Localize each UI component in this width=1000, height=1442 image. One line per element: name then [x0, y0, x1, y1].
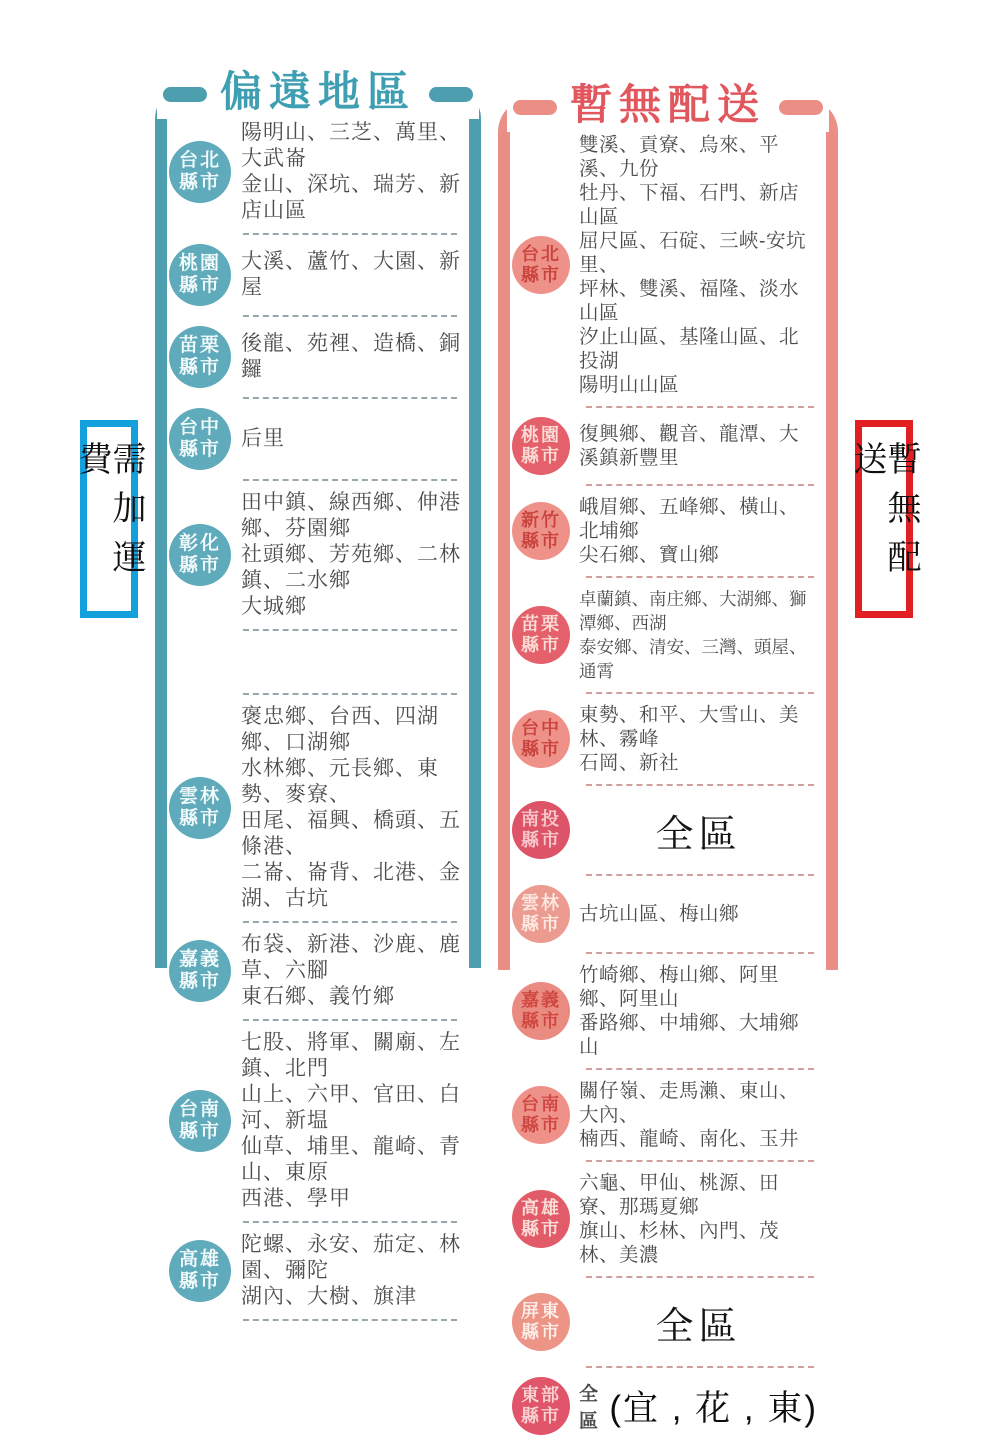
county-badge-text: 高雄 — [178, 1249, 221, 1271]
district-line: 屈尺區、石碇、三峽-安坑里、 — [579, 230, 806, 276]
county-badge — [169, 244, 231, 306]
county-badge-text: 縣市 — [178, 439, 221, 460]
county-badge — [169, 1240, 231, 1302]
district-line: 古坑山區、梅山鄉 — [579, 903, 740, 925]
region-row — [512, 1280, 818, 1364]
dashed-separator — [243, 1019, 457, 1021]
district-line: 東勢、和平、大雪山、美林、霧峰 — [579, 704, 800, 750]
dashed-separator — [243, 315, 457, 317]
county-badge-text: 縣市 — [178, 1121, 221, 1142]
remote-areas-row-list — [167, 97, 469, 1321]
county-badge-text: 台南 — [178, 1099, 221, 1121]
empty-row — [169, 633, 461, 691]
district-line: 湖內、大樹、旗津 — [241, 1285, 417, 1308]
county-badge-text: 苗栗 — [178, 335, 221, 357]
district-list — [241, 331, 461, 383]
region-row — [512, 696, 818, 782]
dashed-separator — [243, 1319, 457, 1321]
county-badge — [512, 710, 570, 768]
district-list — [241, 426, 461, 452]
all-districts-text: 全區 — [655, 813, 742, 856]
region-row — [169, 401, 461, 477]
district-line: 尖石鄉、寶山鄉 — [579, 544, 720, 566]
county-badge-text: 縣市 — [521, 1219, 561, 1239]
district-line: 坪林、雙溪、福隆、淡水山區 — [579, 278, 800, 324]
county-badge-text: 南投 — [521, 809, 561, 830]
district-line: 牡丹、下福、石門、新店山區 — [579, 182, 800, 228]
county-badge-text: 嘉義 — [178, 949, 221, 971]
all-districts-text: 全區 — [655, 1305, 742, 1348]
no-delivery-panel — [498, 81, 838, 1432]
county-badge-text: 縣市 — [521, 446, 561, 466]
county-badge-text: 雲林 — [178, 786, 221, 808]
dashed-separator — [586, 1160, 814, 1162]
county-badge — [169, 1090, 231, 1152]
district-line: 山上、六甲、官田、白河、新塭 — [241, 1083, 461, 1132]
extra-shipping-fee-label — [73, 420, 145, 618]
dashed-separator — [586, 952, 814, 954]
county-badge-text: 桃園 — [178, 253, 221, 275]
dashed-separator — [586, 1366, 814, 1368]
region-row — [169, 697, 461, 919]
district-line: 金山、深坑、瑞芳、新店山區 — [241, 173, 461, 222]
dashed-separator — [586, 484, 814, 486]
district-list — [241, 1232, 461, 1310]
county-badge-text: 彰化 — [178, 533, 221, 555]
county-badge-text: 縣市 — [178, 1271, 221, 1292]
district-list — [579, 703, 818, 775]
county-badge — [512, 801, 570, 859]
no-delivery-row-list — [510, 110, 826, 1442]
district-list — [579, 422, 818, 470]
district-list — [579, 902, 818, 926]
county-badge-text: 縣市 — [521, 1011, 561, 1031]
district-list — [241, 490, 461, 620]
district-list — [241, 704, 461, 912]
title-bar-left-icon — [513, 100, 557, 115]
region-row — [169, 237, 461, 313]
district-line: 東石鄉、義竹鄉 — [241, 985, 395, 1008]
district-line: 陀螺、永安、茄定、林園、彌陀 — [241, 1233, 461, 1282]
county-badge-text: 縣市 — [178, 971, 221, 992]
region-row — [169, 319, 461, 395]
county-badge-text: 屏東 — [521, 1301, 561, 1322]
no-delivery-side-text: 暫無配送 — [848, 441, 920, 588]
county-badge — [512, 417, 570, 475]
district-line: 卓蘭鎮、南庄鄉、大湖鄉、獅潭鄉、西湖 — [579, 589, 807, 633]
dashed-separator — [243, 921, 457, 923]
district-line: 褒忠鄉、台西、四湖鄉、口湖鄉 — [241, 705, 439, 754]
county-badge-text: 縣市 — [521, 830, 561, 850]
county-badge — [169, 141, 231, 203]
panel-title-text: 偏遠地區 — [219, 68, 417, 115]
county-badge-text: 縣市 — [521, 914, 561, 934]
region-row — [169, 483, 461, 627]
district-line: 田中鎮、線西鄉、伸港鄉、芬園鄉 — [241, 491, 461, 540]
county-badge — [169, 408, 231, 470]
district-line: 石岡、新社 — [579, 752, 680, 774]
extra-shipping-fee-text: 需加運費 — [73, 441, 145, 588]
district-line: 社頭鄉、芳苑鄉、二林鎮、二水鄉 — [241, 543, 461, 592]
region-abbreviations-text: (宜 , 花 , 東) — [609, 1389, 818, 1428]
dashed-separator — [586, 692, 814, 694]
county-badge-text: 嘉義 — [521, 990, 561, 1011]
no-delivery-title — [507, 72, 829, 132]
county-badge-text: 台北 — [178, 150, 221, 172]
district-list — [241, 249, 461, 301]
county-badge-text: 台北 — [521, 244, 561, 265]
district-line: 泰安鄉、清安、三灣、頭屋、通霄 — [579, 637, 807, 681]
district-line: 關仔嶺、走馬瀨、東山、大內、 — [579, 1080, 800, 1126]
county-badge-text: 縣市 — [178, 275, 221, 296]
region-row — [512, 878, 818, 950]
region-row — [512, 410, 818, 482]
county-badge — [512, 502, 570, 560]
district-line: 汐止山區、基隆山區、北投湖 — [579, 326, 800, 372]
district-line: 峨眉鄉、五峰鄉、橫山、北埔鄉 — [579, 496, 800, 542]
region-row — [169, 1225, 461, 1317]
district-line: 六龜、甲仙、桃源、田寮、那瑪夏鄉 — [579, 1172, 780, 1218]
region-row — [169, 925, 461, 1017]
county-badge-text: 縣市 — [521, 1406, 561, 1426]
county-badge-text: 縣市 — [521, 1115, 561, 1135]
district-line: 陽明山山區 — [579, 374, 680, 396]
region-row — [512, 1370, 818, 1442]
region-row — [512, 1072, 818, 1158]
county-badge-text: 縣市 — [178, 808, 221, 829]
county-badge-text: 高雄 — [521, 1198, 561, 1219]
county-badge-text: 台中 — [178, 417, 221, 439]
county-badge-text: 縣市 — [178, 555, 221, 576]
remote-areas-panel — [155, 68, 481, 1308]
dashed-separator — [243, 397, 457, 399]
dashed-separator — [586, 1276, 814, 1278]
dashed-separator — [586, 874, 814, 876]
district-list — [579, 1171, 818, 1267]
no-delivery-side-label — [848, 420, 920, 618]
panel-title-text: 暫無配送 — [569, 81, 767, 128]
county-badge-text: 縣市 — [521, 739, 561, 759]
district-list — [579, 587, 818, 683]
county-badge-text: 新竹 — [521, 510, 561, 531]
dashed-separator — [586, 1068, 814, 1070]
county-badge-text: 雲林 — [521, 893, 561, 914]
district-line: 水林鄉、元長鄉、東勢、麥寮、 — [241, 757, 439, 806]
county-badge — [512, 1086, 570, 1144]
county-badge-text: 苗栗 — [521, 614, 561, 635]
district-line: 大城鄉 — [241, 595, 307, 618]
district-line: 西港、學甲 — [241, 1187, 351, 1210]
dashed-separator — [243, 693, 457, 695]
district-line: 后里 — [241, 427, 285, 450]
county-badge — [512, 1293, 570, 1351]
dashed-separator — [243, 479, 457, 481]
county-badge — [512, 1377, 570, 1435]
county-badge-text: 台南 — [521, 1094, 561, 1115]
county-badge-text: 縣市 — [521, 265, 561, 285]
title-bar-left-icon — [163, 87, 207, 102]
dashed-separator — [243, 1221, 457, 1223]
district-line: 七股、將軍、關廟、左鎮、北門 — [241, 1031, 461, 1080]
district-line: 布袋、新港、沙鹿、鹿草、六腳 — [241, 933, 461, 982]
county-badge — [169, 326, 231, 388]
county-badge — [512, 885, 570, 943]
county-badge-text: 縣市 — [178, 357, 221, 378]
district-line: 楠西、龍崎、南化、玉井 — [579, 1128, 800, 1150]
district-list — [579, 1379, 818, 1433]
district-line: 後龍、苑裡、造橋、銅鑼 — [241, 332, 461, 381]
district-line: 復興鄉、觀音、龍潭、大溪鎮新豐里 — [579, 423, 800, 469]
county-badge-text: 縣市 — [178, 172, 221, 193]
district-list — [579, 495, 818, 567]
all-districts-prefix: 全區 — [579, 1384, 600, 1432]
district-line: 番路鄉、中埔鄉、大埔鄉山 — [579, 1012, 800, 1058]
region-row — [169, 113, 461, 231]
district-list — [579, 1079, 818, 1151]
county-badge-text: 東部 — [521, 1385, 561, 1406]
county-badge — [512, 606, 570, 664]
district-line: 二崙、崙背、北港、金湖、古坑 — [241, 861, 461, 910]
district-line: 旗山、杉林、內門、茂林、美濃 — [579, 1220, 780, 1266]
region-row — [512, 126, 818, 404]
county-badge-text: 縣市 — [521, 635, 561, 655]
district-list — [579, 133, 818, 397]
district-list — [241, 1030, 461, 1212]
title-bar-right-icon — [429, 87, 473, 102]
region-row — [512, 580, 818, 690]
district-list — [241, 932, 461, 1010]
district-line: 仙草、埔里、龍崎、青山、東原 — [241, 1135, 461, 1184]
county-badge-text: 縣市 — [521, 531, 561, 551]
region-row — [169, 1023, 461, 1219]
district-line: 雙溪、貢寮、烏來、平溪、九份 — [579, 134, 780, 180]
county-badge — [169, 940, 231, 1002]
county-badge — [169, 777, 231, 839]
district-line: 田尾、福興、橋頭、五條港、 — [241, 809, 461, 858]
county-badge — [512, 236, 570, 294]
dashed-separator — [586, 576, 814, 578]
county-badge — [512, 982, 570, 1040]
county-badge-text: 縣市 — [521, 1322, 561, 1342]
district-list — [579, 963, 818, 1059]
dashed-separator — [243, 233, 457, 235]
dashed-separator — [586, 406, 814, 408]
district-line: 竹崎鄉、梅山鄉、阿里鄉、阿里山 — [579, 964, 780, 1010]
county-badge-text: 台中 — [521, 718, 561, 739]
district-line: 大溪、蘆竹、大園、新屋 — [241, 250, 461, 299]
county-badge — [512, 1190, 570, 1248]
dashed-separator — [586, 784, 814, 786]
region-row — [512, 788, 818, 872]
dashed-separator — [243, 629, 457, 631]
county-badge-text: 桃園 — [521, 425, 561, 446]
region-row — [512, 1164, 818, 1274]
remote-areas-title — [157, 59, 479, 119]
title-bar-right-icon — [779, 100, 823, 115]
region-row — [512, 956, 818, 1066]
county-badge — [169, 524, 231, 586]
region-row — [512, 488, 818, 574]
district-list — [241, 120, 461, 224]
district-line: 陽明山、三芝、萬里、大武崙 — [241, 121, 461, 170]
